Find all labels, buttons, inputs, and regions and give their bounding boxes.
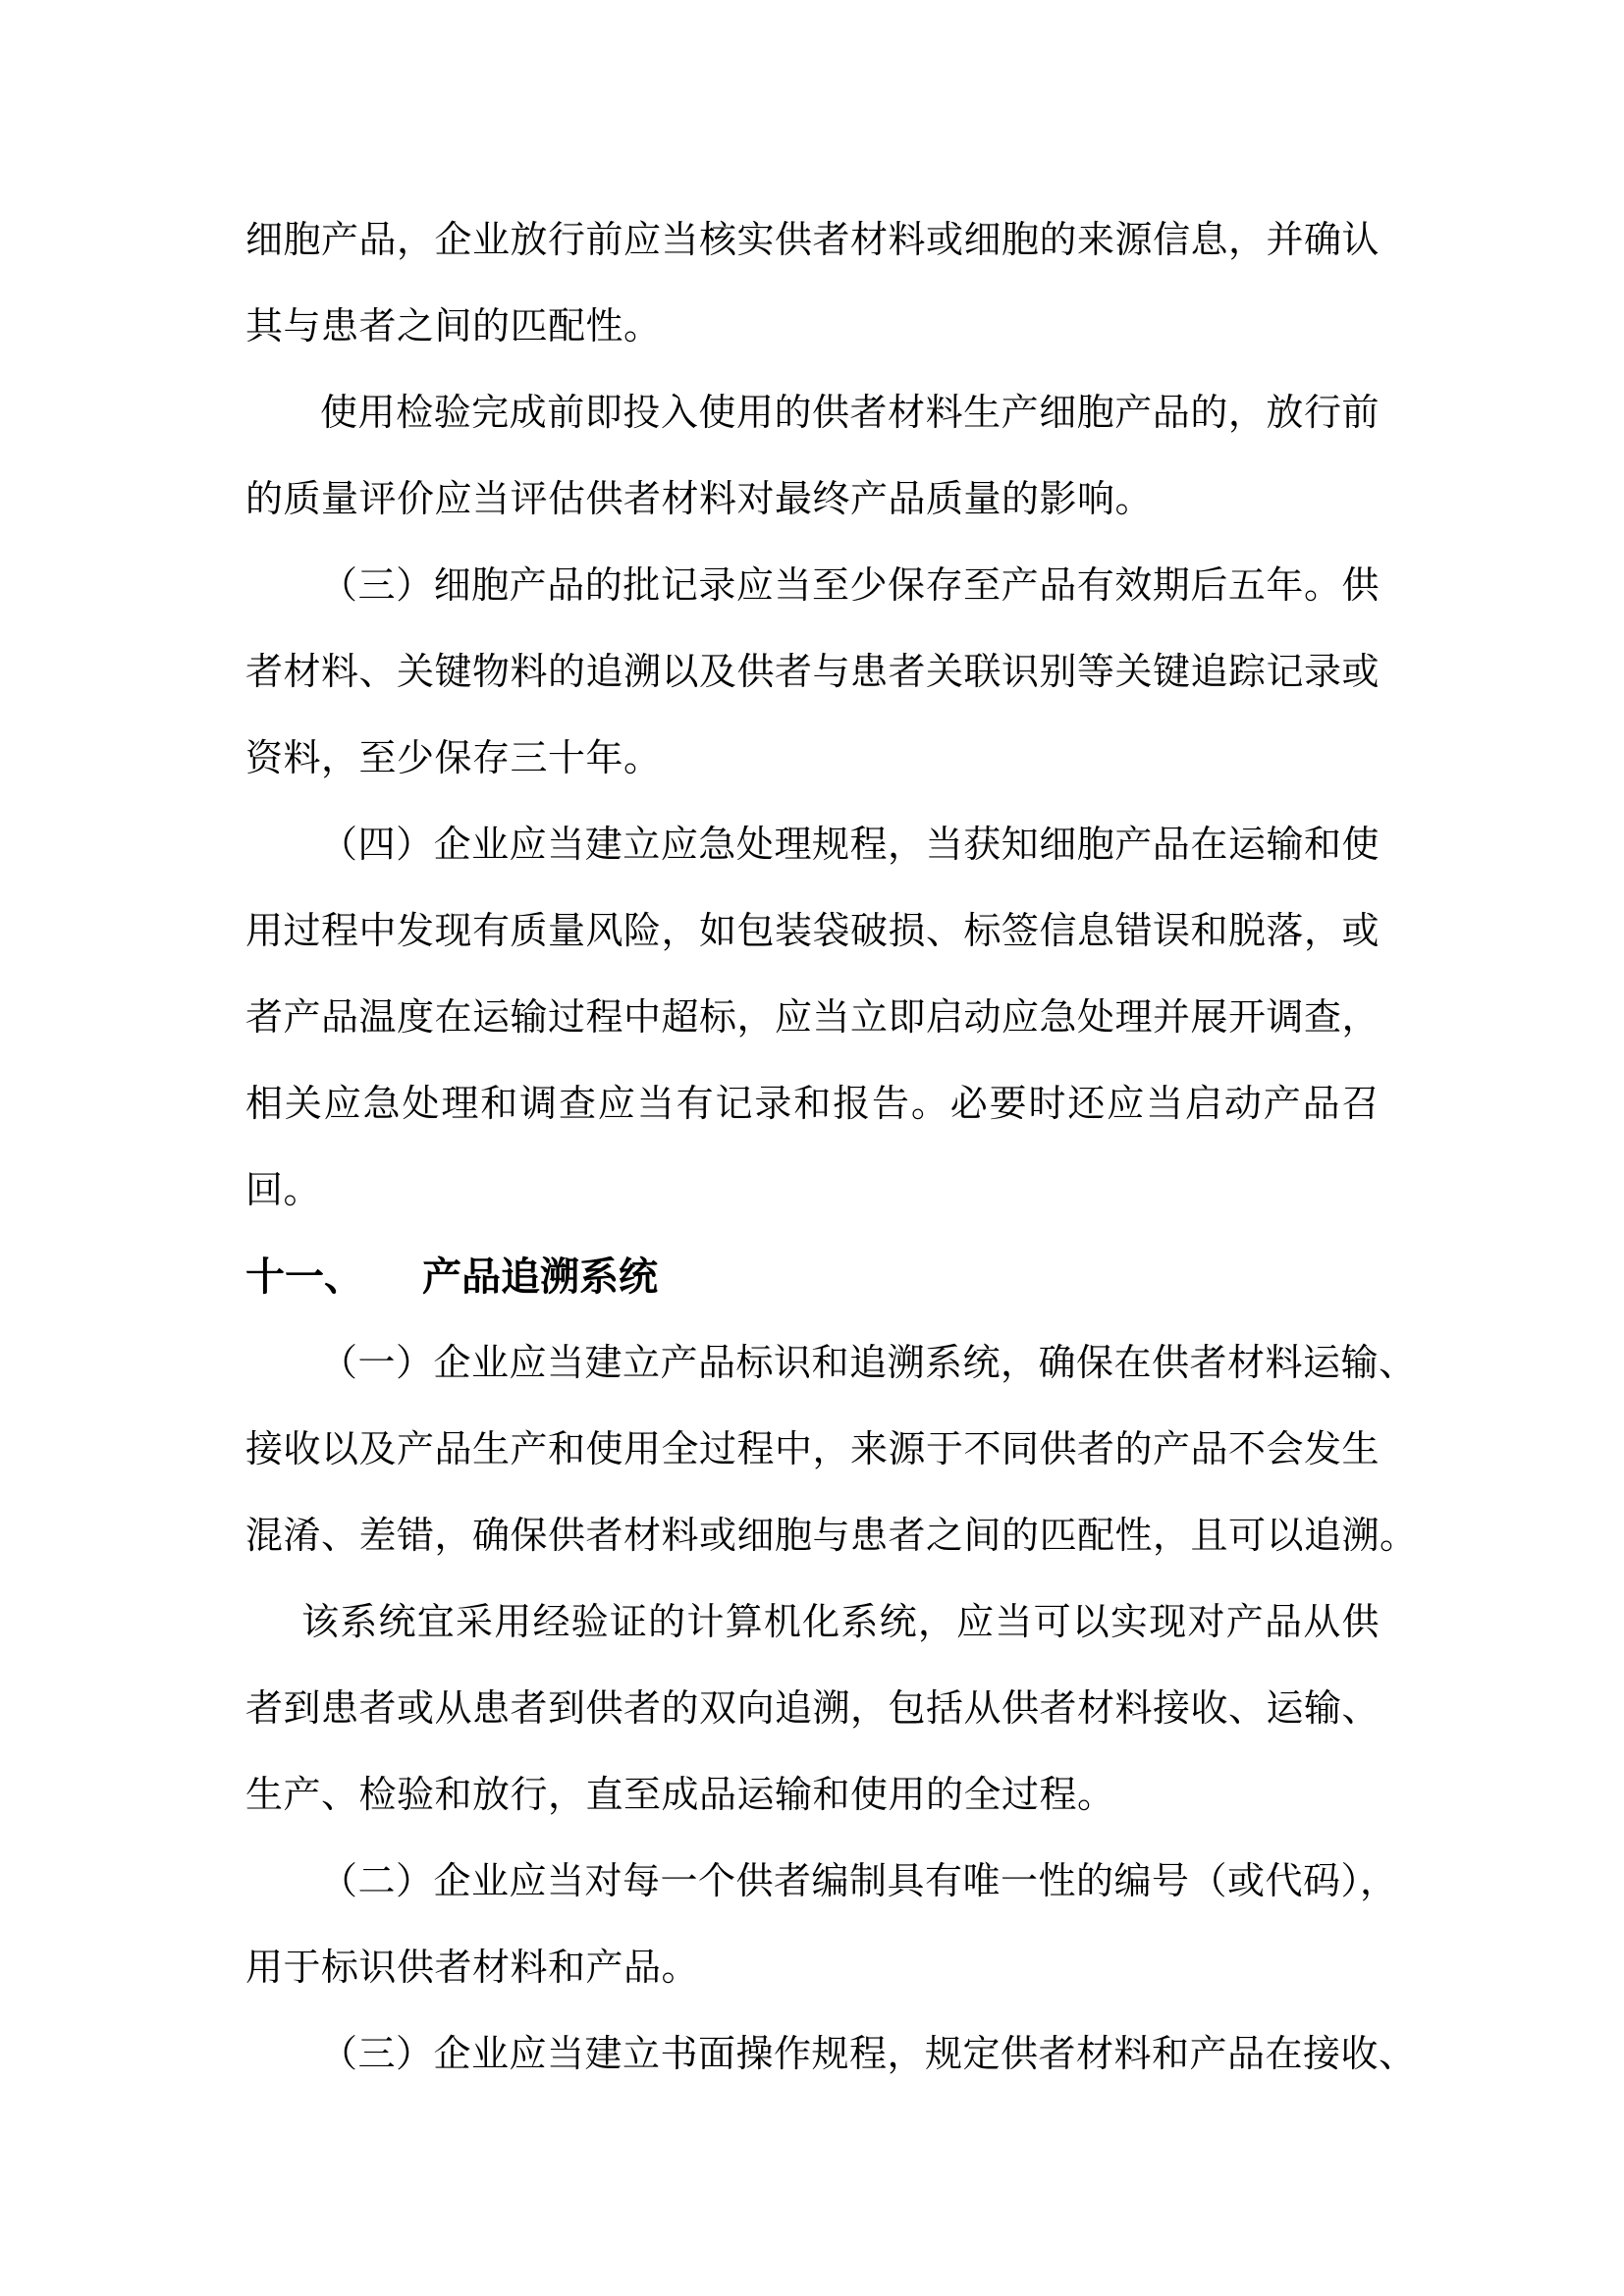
text-line: 混淆、差错，确保供者材料或细胞与患者之间的匹配性，且可以追溯。 bbox=[245, 1516, 1418, 1557]
text-line: 的质量评价应当评估供者材料对最终产品质量的影响。 bbox=[245, 479, 1154, 520]
section-number: 十一、 bbox=[245, 1255, 363, 1299]
text-line: 者产品温度在运输过程中超标，应当立即启动应急处理并展开调查， bbox=[245, 997, 1380, 1039]
text-line: 回。 bbox=[245, 1170, 322, 1211]
text-line: 使用检验完成前即投入使用的供者材料生产细胞产品的，放行前 bbox=[320, 393, 1380, 434]
text-line: （三）细胞产品的批记录应当至少保存至产品有效期后五年。供 bbox=[320, 565, 1380, 607]
text-line: 接收以及产品生产和使用全过程中，来源于不同供者的产品不会发生 bbox=[245, 1429, 1380, 1470]
text-line: 者到患者或从患者到供者的双向追溯，包括从供者材料接收、运输、 bbox=[245, 1688, 1380, 1730]
text-line: 资料，至少保存三十年。 bbox=[245, 738, 662, 779]
text-line: （二）企业应当对每一个供者编制具有唯一性的编号（或代码）， bbox=[320, 1861, 1398, 1902]
text-line: 生产、检验和放行，直至成品运输和使用的全过程。 bbox=[245, 1775, 1115, 1816]
section-title: 产品追溯系统 bbox=[422, 1255, 658, 1299]
text-line: （一）企业应当建立产品标识和追溯系统，确保在供者材料运输、 bbox=[320, 1343, 1417, 1384]
text-line: 该系统宜采用经验证的计算机化系统，应当可以实现对产品从供 bbox=[301, 1602, 1380, 1643]
text-line: 相关应急处理和调查应当有记录和报告。必要时还应当启动产品召 bbox=[245, 1084, 1380, 1125]
text-line: 者材料、关键物料的追溯以及供者与患者关联识别等关键追踪记录或 bbox=[245, 652, 1380, 693]
text-line: （四）企业应当建立应急处理规程，当获知细胞产品在运输和使 bbox=[320, 825, 1380, 866]
text-line: 细胞产品，企业放行前应当核实供者材料或细胞的来源信息，并确认 bbox=[245, 220, 1380, 261]
text-line: （三）企业应当建立书面操作规程，规定供者材料和产品在接收、 bbox=[320, 2034, 1417, 2075]
text-line: 用于标识供者材料和产品。 bbox=[245, 1948, 700, 1989]
text-line: 用过程中发现有质量风险，如包装袋破损、标签信息错误和脱落，或 bbox=[245, 911, 1380, 952]
text-line: 其与患者之间的匹配性。 bbox=[245, 306, 662, 347]
section-heading bbox=[245, 1234, 1380, 1320]
